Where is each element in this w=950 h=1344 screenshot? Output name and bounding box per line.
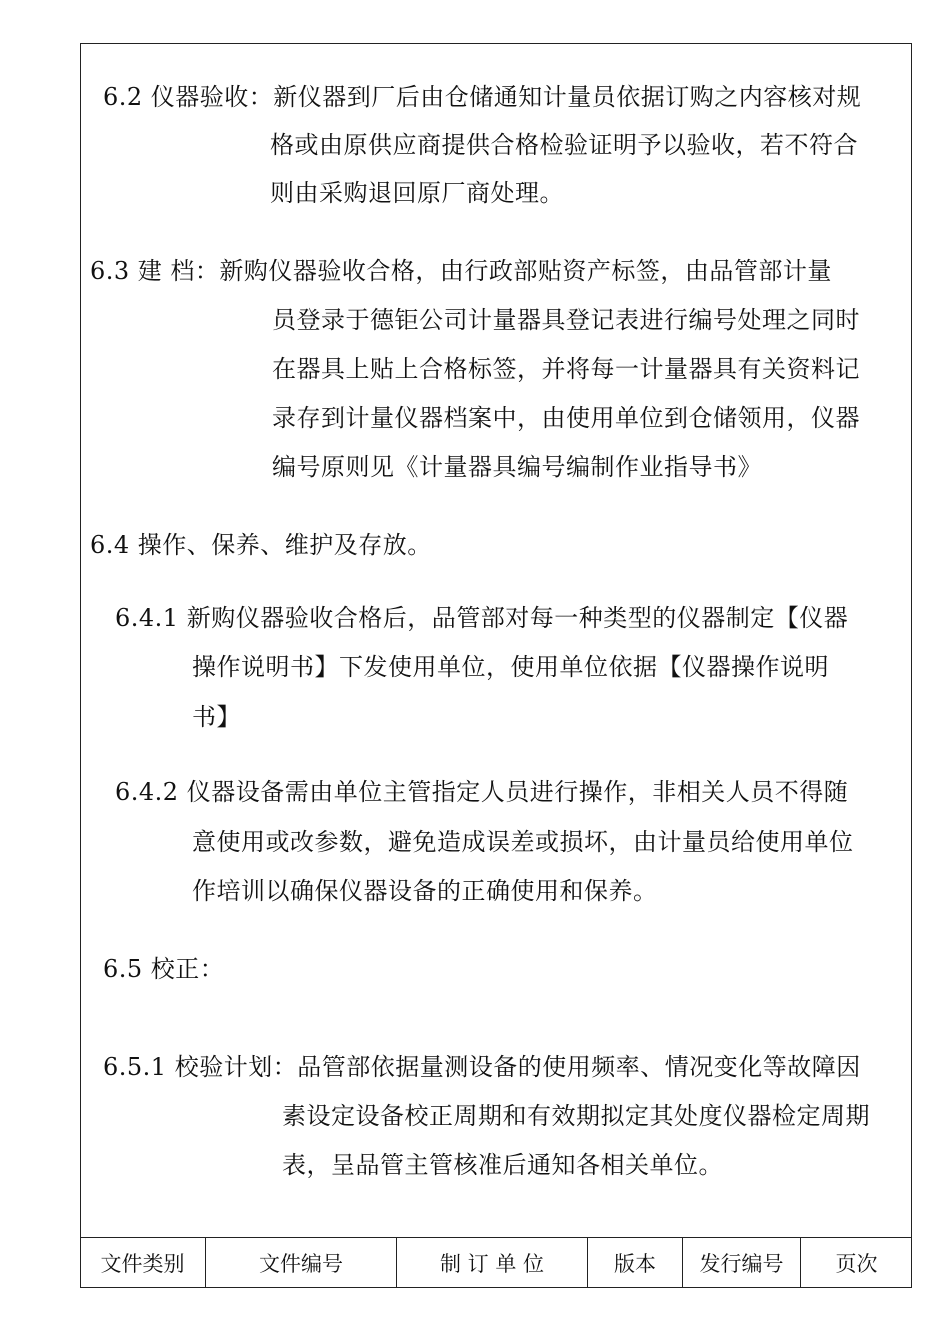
footer-page: 页次: [835, 1252, 878, 1276]
footer-release-number: 发行编号: [683, 1238, 801, 1288]
section-6-3-line-2: 员登录于德钜公司计量器具登记表进行编号处理之同时: [272, 306, 860, 334]
footer-table: [80, 1237, 912, 1288]
section-6-3-line-1: 6.3 建 档：新购仪器验收合格，由行政部贴资产标签，由品管部计量: [90, 257, 832, 285]
footer-version: 版本: [588, 1238, 683, 1288]
section-6-4-title: 6.4 操作、保养、维护及存放。: [90, 531, 432, 559]
section-6-4-2-line-2: 意使用或改参数，避免造成误差或损坏，由计量员给使用单位: [192, 828, 854, 856]
footer-doc-category: 文件类别: [80, 1238, 206, 1288]
section-6-4-2-line-1: 6.4.2 仪器设备需由单位主管指定人员进行操作，非相关人员不得随: [115, 778, 849, 806]
section-6-3-line-4: 录存到计量仪器档案中，由使用单位到仓储领用，仪器: [272, 404, 860, 432]
section-6-4-1-line-3: 书】: [192, 703, 241, 731]
footer-issuing-unit: 制 订 单 位: [397, 1238, 588, 1288]
section-6-3-line-3: 在器具上贴上合格标签，并将每一计量器具有关资料记: [272, 355, 860, 383]
section-6-2-line-3: 则由采购退回原厂商处理。: [270, 179, 564, 207]
section-6-3-line-5: 编号原则见《计量器具编号编制作业指导书》: [272, 453, 762, 481]
section-6-2-line-2: 格或由原供应商提供合格检验证明予以验收，若不符合: [270, 131, 858, 159]
section-6-4-2-line-3: 作培训以确保仪器设备的正确使用和保养。: [192, 877, 658, 905]
section-6-5-1-line-1: 6.5.1 校验计划：品管部依据量测设备的使用频率、情况变化等故障因: [103, 1053, 861, 1081]
section-6-2-line-1: 6.2 仪器验收：新仪器到厂后由仓储通知计量员依据订购之内容核对规: [103, 83, 862, 111]
section-6-4-1-line-1: 6.4.1 新购仪器验收合格后，品管部对每一种类型的仪器制定【仪器: [115, 604, 849, 632]
section-6-5-1-line-2: 素设定设备校正周期和有效期拟定其处度仪器检定周期: [282, 1102, 870, 1130]
section-6-5-1-line-3: 表，呈品管主管核准后通知各相关单位。: [282, 1151, 723, 1179]
footer-doc-number: 文件编号: [206, 1238, 397, 1288]
section-6-5-title: 6.5 校正：: [103, 955, 225, 983]
section-6-4-1-line-2: 操作说明书】下发使用单位，使用单位依据【仪器操作说明: [192, 653, 829, 681]
